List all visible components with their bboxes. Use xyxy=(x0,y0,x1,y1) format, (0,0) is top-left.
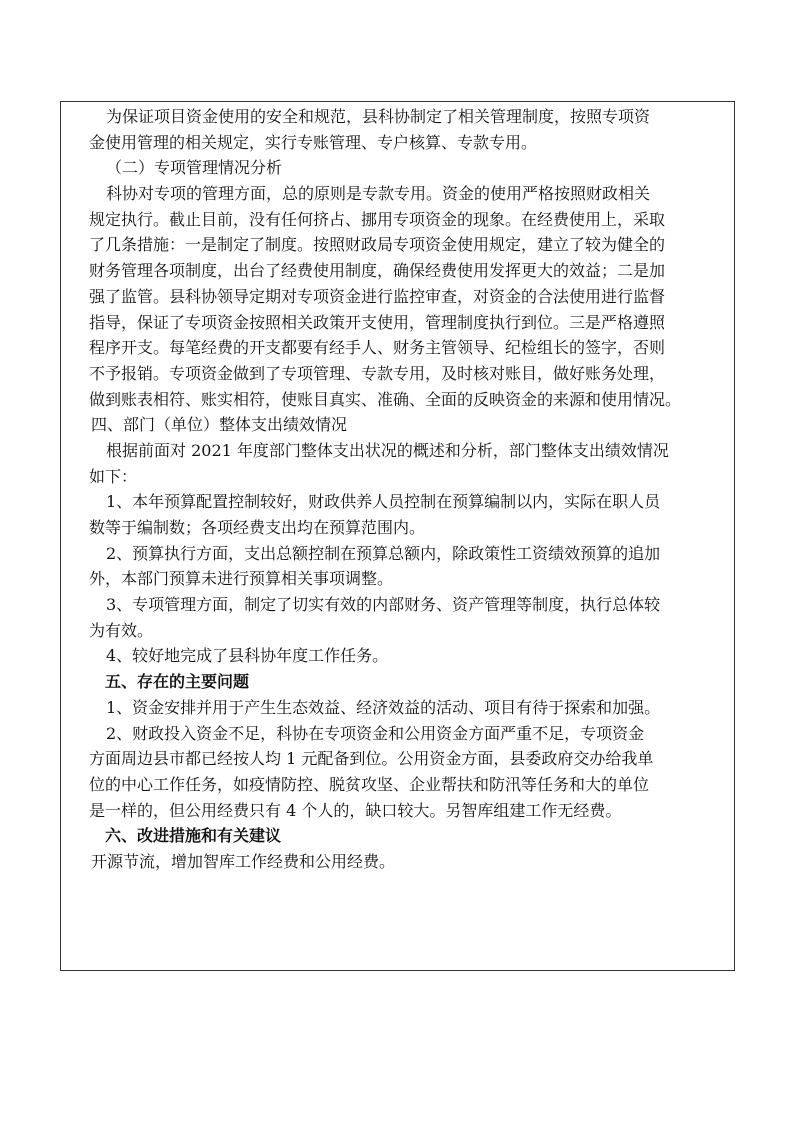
text-line: 根据前面对 2021 年度部门整体支出状况的概述和分析，部门整体支出绩效情况 xyxy=(106,440,669,460)
text-line: 为有效。 xyxy=(89,620,154,640)
text-line: 财务管理各项制度，出台了经费使用制度，确保经费使用发挥更大的效益；二是加 xyxy=(89,261,666,281)
text-line: 为保证项目资金使用的安全和规范，县科协制定了相关管理制度，按照专项资 xyxy=(106,107,651,126)
text-line: 2、财政投入资金不足，科协在专项资金和公用资金方面严重不足，专项资金 xyxy=(106,723,645,743)
text-line: 位的中心工作任务，如疫情防控、脱贫攻坚、企业帮扶和防汛等任务和大的单位 xyxy=(89,774,650,794)
text-line: 金使用管理的相关规定，实行专账管理、专户核算、专款专用。 xyxy=(89,132,538,152)
text-line: 如下： xyxy=(89,466,138,486)
section-heading: 六、改进措施和有关建议 xyxy=(105,826,282,846)
text-line: 数等于编制数；各项经费支出均在预算范围内。 xyxy=(89,518,426,537)
text-line: 了几条措施：一是制定了制度。按照财政局专项资金使用规定，建立了较为健全的 xyxy=(89,235,666,255)
text-line: 不予报销。专项资金做到了专项管理、专款专用，及时核对账目，做好账务处理， xyxy=(89,363,666,383)
text-line: 开源节流，增加智库工作经费和公用经费。 xyxy=(91,851,396,871)
text-line: 规定执行。截止目前，没有任何挤占、挪用专项资金的现象。在经费使用上，采取 xyxy=(89,209,666,229)
text-line: 是一样的，但公用经费只有 4 个人的，缺口较大。另智库组建工作无经费。 xyxy=(89,800,622,820)
section-heading: 五、存在的主要问题 xyxy=(105,672,250,692)
text-line: 程序开支。每笔经费的开支都要有经手人、财务主管领导、纪检组长的签字，否则 xyxy=(89,338,666,358)
text-line: 方面周边县市都已经按人均 1 元配备到位。公用资金方面，县委政府交办给我单 xyxy=(89,749,654,769)
text-line: 1、本年预算配置控制较好，财政供养人员控制在预算编制以内，实际在职人员 xyxy=(106,492,661,512)
text-line: 做到账表相符、账实相符，使账目真实、准确、全面的反映资金的来源和使用情况。 xyxy=(89,389,682,409)
text-line: 外，本部门预算未进行预算相关事项调整。 xyxy=(89,569,394,589)
text-line: 科协对专项的管理方面，总的原则是专款专用。资金的使用严格按照财政相关 xyxy=(106,184,651,204)
section-subheading: （二）专项管理情况分析 xyxy=(106,158,283,178)
document-body xyxy=(89,104,729,875)
text-line: 强了监管。县科协领导定期对专项资金进行监控审查，对资金的合法使用进行监督 xyxy=(89,286,666,306)
section-heading: 四、部门（单位）整体支出绩效情况 xyxy=(91,415,348,435)
text-line: 3、专项管理方面，制定了切实有效的内部财务、资产管理等制度，执行总体较 xyxy=(106,595,661,615)
text-line: 2、预算执行方面，支出总额控制在预算总额内，除政策性工资绩效预算的追加 xyxy=(106,543,661,563)
text-line: 4、较好地完成了县科协年度工作任务。 xyxy=(106,646,389,666)
text-line: 1、资金安排并用于产生生态效益、经济效益的活动、项目有待于探索和加强。 xyxy=(106,697,661,717)
text-line: 指导，保证了专项资金按照相关政策开支使用，管理制度执行到位。三是严格遵照 xyxy=(89,312,666,332)
